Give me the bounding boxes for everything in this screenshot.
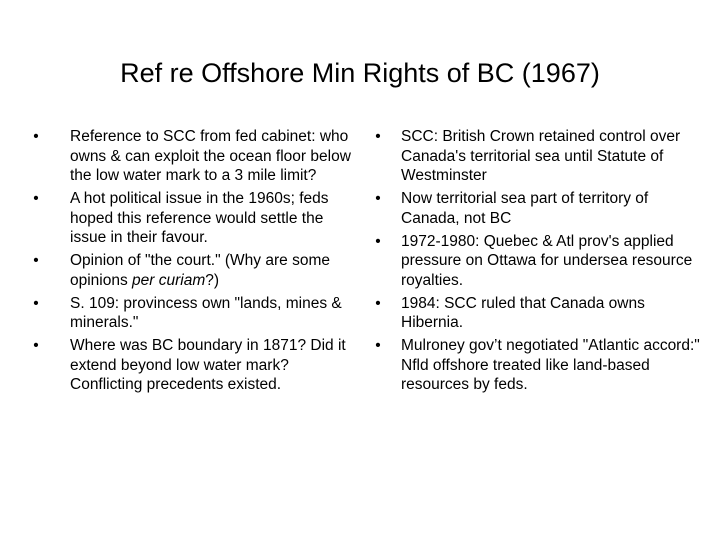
bullet-text (70, 252, 330, 289)
bullet-text: 1972‑1980: Quebec & Atl prov's applied pressure on Ottawa for undersea resource royalties. (401, 232, 693, 289)
bullet-item (30, 294, 360, 333)
bullet-item (375, 127, 703, 186)
bullet-icon: • (375, 232, 381, 250)
bullet-text: A hot political issue in the 1960s; feds hoped this reference would settle the issue in their favour. (70, 190, 329, 246)
bullet-item (30, 189, 360, 248)
bullet-icon: • (375, 128, 381, 145)
bullet-text-part: ?) (205, 271, 220, 289)
bullet-item (375, 294, 703, 333)
right-bullet-list (375, 127, 703, 395)
bullet-icon: • (33, 337, 39, 354)
bullet-icon: • (375, 337, 381, 354)
bullet-item (30, 336, 360, 395)
bullet-text: Where was BC boundary in 1871? Did it extend beyond low water mark? Conflicting precedents existed. (70, 337, 346, 393)
left-bullet-list (30, 127, 360, 395)
bullet-text: Reference to SCC from fed cabinet: who owns & can exploit the ocean floor below the low water mark to a 3 mile limit? (70, 128, 351, 184)
bullet-text-part: Opinion of "the court." (Why are some opinions (70, 252, 330, 289)
bullet-item (375, 336, 703, 395)
bullet-icon: • (375, 190, 381, 207)
bullet-icon: • (375, 294, 381, 312)
italic-term: per curiam (132, 271, 206, 289)
bullet-icon: • (33, 252, 39, 269)
bullet-text: Mulroney gov’t negotiated "Atlantic accord:" Nfld offshore treated like land‑based resources by feds. (401, 337, 700, 393)
bullet-text: S. 109: provincess own "lands, mines & minerals." (70, 294, 342, 331)
bullet-icon: • (33, 190, 39, 207)
bullet-item (375, 189, 703, 228)
bullet-text: Now territorial sea part of territory of Canada, not BC (401, 190, 649, 227)
bullet-icon: • (33, 294, 39, 312)
bullet-item (30, 251, 360, 290)
bullet-text: 1984: SCC ruled that Canada owns Hibernia. (401, 294, 645, 331)
bullet-icon: • (33, 128, 39, 145)
bullet-item (30, 127, 360, 186)
bullet-item (375, 232, 703, 291)
slide-title: Ref re Offshore Min Rights of BC (1967) (120, 58, 600, 88)
bullet-text: SCC: British Crown retained control over Canada's territorial sea until Statute of Westminster (401, 128, 681, 184)
